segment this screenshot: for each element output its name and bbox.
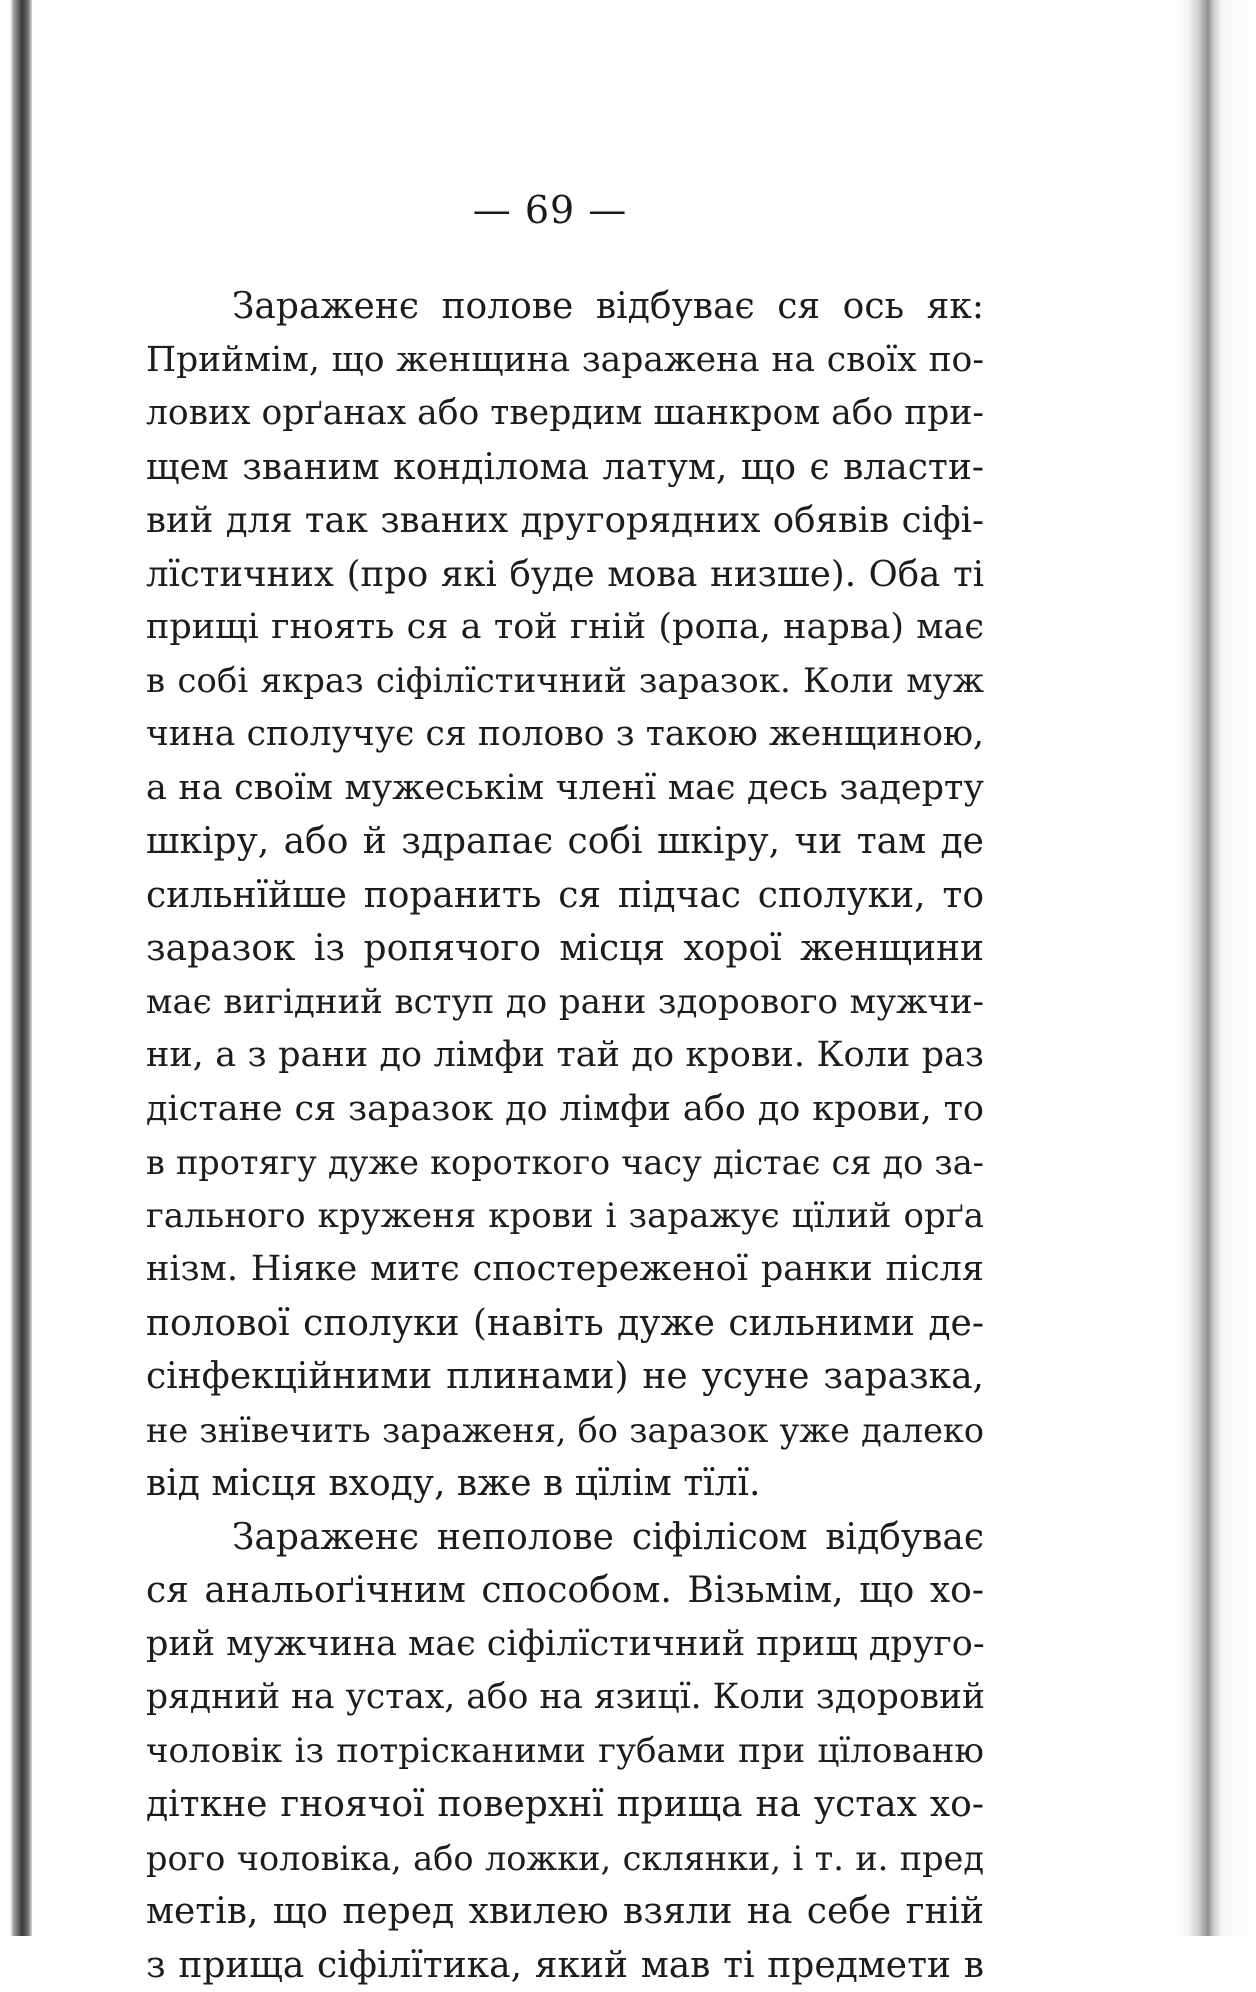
- text-line: Зараженє неполове сіфілісом відбуває: [146, 1511, 984, 1565]
- page-right-edge-shadow: [1176, 0, 1256, 1936]
- text-line: рого чоловіка, або ложки, склянки, і т. и. пред: [146, 1832, 984, 1886]
- text-line: прищі гноять ся а той гній (ропа, нарва) має: [146, 601, 984, 655]
- text-line: вий для так званих другорядних обявів сіфі-: [146, 494, 984, 548]
- text-line: нізм. Ніяке митє спостереженої ранки після: [146, 1243, 984, 1297]
- text-line: сильнїйше поранить ся підчас сполуки, то: [146, 869, 984, 923]
- text-line: діткне гноячої поверхнї прища на устах хо-: [146, 1778, 984, 1832]
- text-line: в собі якраз сіфілїстичний заразок. Коли муж: [146, 655, 984, 709]
- text-line: рядний на устах, або на язицї. Коли здоровий: [146, 1671, 984, 1725]
- text-line: заразок із ропячого місця хорої женщини: [146, 922, 984, 976]
- text-line: щем званим конділома латум, що є власти-: [146, 441, 984, 495]
- text-line: від місця входу, вже в цїлім тїлї.: [146, 1457, 984, 1511]
- text-line: гального круженя крови і заражує цїлий орґа: [146, 1190, 984, 1244]
- text-line: чина сполучує ся полово з такою женщиною,: [146, 708, 984, 762]
- text-line: лїстичних (про які буде мова низше). Оба ті: [146, 548, 984, 602]
- text-line: рий мужчина має сіфілїстичний прищ друго-: [146, 1618, 984, 1672]
- text-line: чоловік із потрісканими губами при цїлованю: [146, 1725, 984, 1779]
- text-line: з прища сіфілїтика, який мав ті предмети в: [146, 1939, 984, 1992]
- paragraph: [146, 280, 984, 1511]
- body-text: [146, 280, 984, 1992]
- text-line: не знївечить зараженя, бо заразок уже далеко: [146, 1404, 984, 1458]
- text-line: Приймім, що женщина заражена на своїх по-: [146, 334, 984, 388]
- text-line: в протягу дуже короткого часу дістає ся до за-: [146, 1136, 984, 1190]
- page-number: — 69 —: [0, 188, 1100, 232]
- text-line: сінфекційними плинами) не усуне заразка,: [146, 1350, 984, 1404]
- page-left-edge-shadow: [0, 0, 32, 1936]
- text-line: полової сполуки (навіть дуже сильними де-: [146, 1297, 984, 1351]
- text-line: ни, а з рани до лімфи тай до крови. Коли раз: [146, 1029, 984, 1083]
- text-line: Зараженє полове відбуває ся ось як:: [146, 280, 984, 334]
- text-line: дістане ся заразок до лімфи або до крови, то: [146, 1083, 984, 1137]
- text-line: а на своїм мужеськім членї має десь задерту: [146, 762, 984, 816]
- text-line: має вигідний вступ до рани здорового мужчи-: [146, 976, 984, 1030]
- text-line: метів, що перед хвилею взяли на себе гній: [146, 1885, 984, 1939]
- paragraph: [146, 1511, 984, 1992]
- text-line: шкіру, або й здрапає собі шкіру, чи там де: [146, 815, 984, 869]
- text-line: ся анальоґічним способом. Візьмім, що хо-: [146, 1564, 984, 1618]
- text-line: лових орґанах або твердим шанкром або при-: [146, 387, 984, 441]
